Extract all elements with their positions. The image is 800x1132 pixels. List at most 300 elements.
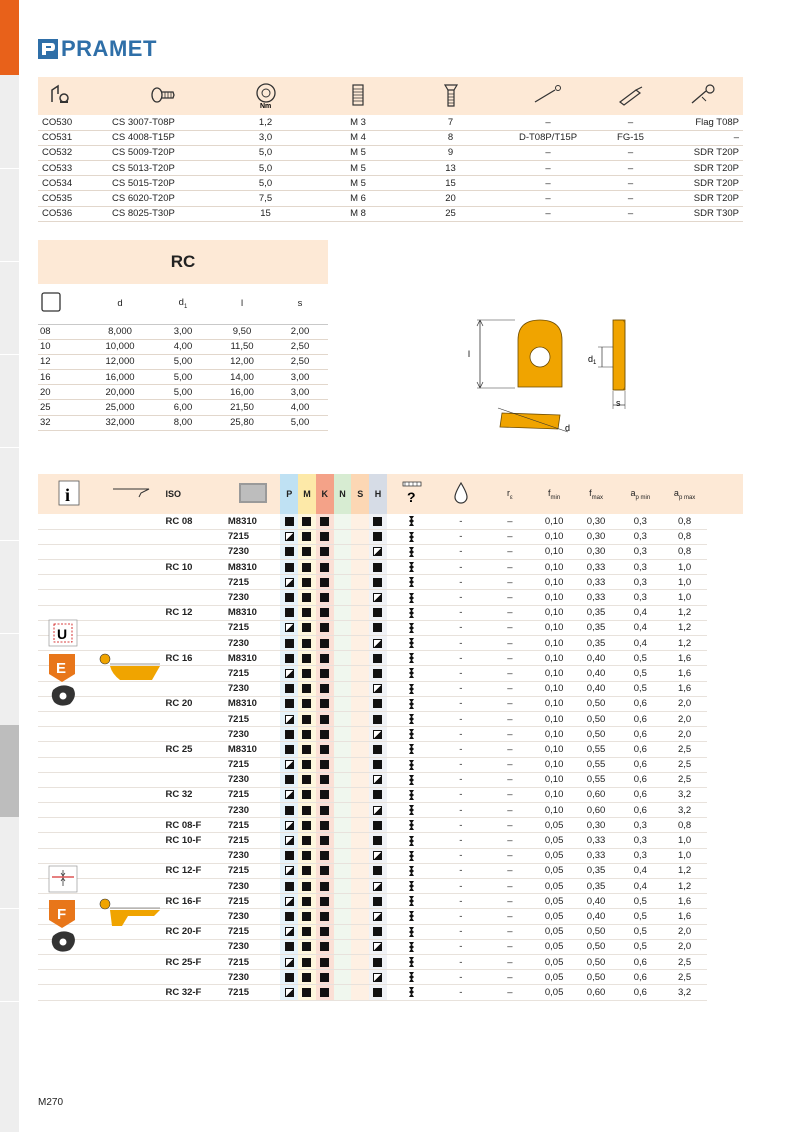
suitability-main-icon	[302, 882, 311, 891]
material-suitability	[369, 909, 387, 924]
screw-length-icon	[403, 77, 498, 115]
feed-min: 0,05	[534, 833, 573, 848]
grade-name: M8310	[226, 651, 280, 666]
rc-table-header	[38, 284, 328, 324]
material-suitability	[334, 544, 352, 559]
suitability-main-icon	[302, 897, 311, 906]
col-d1: $d_1$	[178, 297, 188, 311]
suitability-main-icon	[320, 593, 329, 602]
depth-max: 1,2	[662, 636, 706, 651]
feed-min: 0,10	[534, 605, 573, 620]
suitability-main-icon	[285, 942, 294, 951]
table-row	[38, 772, 743, 787]
material-suitability	[369, 833, 387, 848]
insert-designation	[163, 636, 225, 651]
material-suitability	[316, 575, 334, 590]
material-suitability	[334, 924, 352, 939]
svg-text:i: i	[64, 485, 70, 505]
coolant-value: -	[436, 909, 485, 924]
corner-radius: –	[485, 985, 534, 1000]
material-suitability	[298, 848, 316, 863]
grade-name: 7230	[226, 727, 280, 742]
feed-min: 0,10	[534, 772, 573, 787]
material-suitability	[316, 529, 334, 544]
suitability-main-icon	[373, 897, 382, 906]
material-suitability	[280, 620, 298, 635]
depth-min: 0,4	[618, 879, 662, 894]
chip-breaker-cell	[387, 757, 436, 772]
material-suitability	[369, 514, 387, 529]
material-suitability	[280, 651, 298, 666]
suitability-main-icon	[320, 927, 329, 936]
table-cell: 21,50	[212, 400, 272, 415]
table-cell: –	[498, 176, 598, 191]
chip-breaker-cell	[387, 954, 436, 969]
feed-min: 0,10	[534, 757, 573, 772]
material-suitability	[351, 970, 369, 985]
suitability-main-icon	[320, 851, 329, 860]
svg-text:U: U	[57, 626, 68, 642]
material-suitability	[334, 954, 352, 969]
table-cell: 08	[38, 324, 86, 339]
table-cell: 12	[38, 354, 86, 369]
material-suitability	[351, 787, 369, 802]
corner-radius: –	[485, 514, 534, 529]
insert-designation	[163, 620, 225, 635]
depth-min: 0,6	[618, 742, 662, 757]
suitability-main-icon	[285, 608, 294, 617]
brand-name: PRAMET	[61, 36, 157, 61]
group-icon-cell	[99, 575, 163, 590]
table-cell: SDR T30P	[663, 206, 743, 221]
coolant-value: -	[436, 529, 485, 544]
insert-designation	[163, 575, 225, 590]
table-cell: 8,000	[86, 324, 154, 339]
insert-designation: RC 08-F	[163, 818, 225, 833]
suitability-main-icon	[373, 578, 382, 587]
chip-breaker-icon	[408, 790, 415, 800]
suitability-main-icon	[285, 806, 294, 815]
group-icon-cell	[99, 590, 163, 605]
coolant-value: -	[436, 772, 485, 787]
feed-min: 0,10	[534, 636, 573, 651]
corner-radius: –	[485, 681, 534, 696]
suitability-main-icon	[320, 699, 329, 708]
suitability-main-icon	[285, 593, 294, 602]
label-l: l	[468, 349, 470, 359]
material-suitability	[369, 742, 387, 757]
material-suitability	[351, 894, 369, 909]
depth-max: 0,8	[662, 544, 706, 559]
insert-profile-icon	[99, 474, 163, 514]
feed-max: 0,40	[574, 651, 618, 666]
suitability-main-icon	[373, 760, 382, 769]
chip-breaker-icon	[408, 699, 415, 709]
depth-min: 0,6	[618, 985, 662, 1000]
material-suitability	[316, 590, 334, 605]
table-cell: 5,00	[154, 370, 212, 385]
table-cell: 15	[218, 206, 313, 221]
material-suitability	[280, 954, 298, 969]
material-suitability	[298, 909, 316, 924]
insert-designation: RC 32	[163, 787, 225, 802]
chip-breaker-icon	[408, 896, 415, 906]
table-cell: 32	[38, 415, 86, 430]
table-cell: 20	[38, 385, 86, 400]
pramet-logo	[38, 36, 157, 62]
material-suitability	[369, 696, 387, 711]
insert-designation: RC 32-F	[163, 985, 225, 1000]
corner-radius: –	[485, 954, 534, 969]
table-cell: 25,80	[212, 415, 272, 430]
table-cell: CO531	[38, 130, 108, 145]
material-suitability	[280, 803, 298, 818]
material-suitability	[369, 666, 387, 681]
material-suitability	[369, 985, 387, 1000]
feed-min: 0,05	[534, 954, 573, 969]
material-suitability	[280, 848, 298, 863]
suitability-main-icon	[373, 927, 382, 936]
side-tab-section	[0, 725, 19, 817]
material-suitability	[351, 803, 369, 818]
col-apmax: $a_{p max}$	[662, 474, 706, 514]
grade-name: 7215	[226, 787, 280, 802]
col-K: K	[316, 474, 334, 514]
insert-designation: RC 20-F	[163, 924, 225, 939]
suitability-alt-icon	[373, 973, 382, 982]
feed-min: 0,10	[534, 560, 573, 575]
material-suitability	[298, 970, 316, 985]
table-cell: SDR T20P	[663, 145, 743, 160]
feed-max: 0,30	[574, 818, 618, 833]
material-suitability	[334, 894, 352, 909]
feed-min: 0,05	[534, 924, 573, 939]
insert-designation: RC 25-F	[163, 954, 225, 969]
chip-breaker-icon	[408, 760, 415, 770]
insert-designation: RC 25	[163, 742, 225, 757]
material-suitability	[280, 924, 298, 939]
feed-max: 0,30	[574, 544, 618, 559]
feed-min: 0,05	[534, 909, 573, 924]
corner-radius: –	[485, 894, 534, 909]
chip-breaker-cell	[387, 696, 436, 711]
suitability-main-icon	[320, 715, 329, 724]
corner-radius: –	[485, 848, 534, 863]
material-suitability	[280, 544, 298, 559]
corner-radius: –	[485, 636, 534, 651]
material-suitability	[280, 894, 298, 909]
feed-max: 0,55	[574, 757, 618, 772]
coolant-value: -	[436, 575, 485, 590]
group-icon-cell	[38, 529, 99, 544]
material-suitability	[316, 636, 334, 651]
depth-min: 0,3	[618, 544, 662, 559]
table-cell: CO534	[38, 176, 108, 191]
table-cell: –	[598, 161, 663, 176]
table-row	[38, 787, 743, 802]
chip-breaker-icon	[408, 866, 415, 876]
material-suitability	[316, 879, 334, 894]
material-suitability	[298, 742, 316, 757]
suitability-alt-icon	[285, 623, 294, 632]
material-suitability	[351, 879, 369, 894]
feed-min: 0,05	[534, 985, 573, 1000]
coolant-value: -	[436, 848, 485, 863]
material-suitability	[280, 727, 298, 742]
material-suitability	[351, 757, 369, 772]
table-cell: CO536	[38, 206, 108, 221]
depth-max: 0,8	[662, 529, 706, 544]
feed-max: 0,35	[574, 863, 618, 878]
depth-max: 2,0	[662, 727, 706, 742]
material-suitability	[316, 560, 334, 575]
table-cell: 5,00	[272, 415, 328, 430]
depth-min: 0,6	[618, 787, 662, 802]
depth-min: 0,4	[618, 620, 662, 635]
material-suitability	[351, 939, 369, 954]
material-suitability	[316, 681, 334, 696]
material-suitability	[280, 863, 298, 878]
col-apmin: $a_{p min}$	[618, 474, 662, 514]
grade-name: 7215	[226, 711, 280, 726]
coolant-value: -	[436, 681, 485, 696]
chip-breaker-icon	[408, 516, 415, 526]
material-suitability	[369, 894, 387, 909]
suitability-main-icon	[302, 836, 311, 845]
group-icon-cell	[38, 818, 99, 833]
table-cell: 8	[403, 130, 498, 145]
depth-max: 3,2	[662, 787, 706, 802]
material-suitability	[298, 544, 316, 559]
feed-min: 0,10	[534, 681, 573, 696]
col-iso: ISO	[163, 474, 225, 514]
depth-max: 1,0	[662, 590, 706, 605]
chip-breaker-cell	[387, 909, 436, 924]
group-icon-cell	[99, 529, 163, 544]
svg-text:F: F	[57, 906, 67, 923]
table-cell: 2,00	[272, 324, 328, 339]
depth-max: 2,0	[662, 711, 706, 726]
material-suitability	[334, 879, 352, 894]
table-cell: CO533	[38, 161, 108, 176]
group-icon-cell	[38, 970, 99, 985]
grades-table-header	[38, 474, 743, 514]
wrench-icon	[663, 77, 743, 115]
material-suitability	[334, 833, 352, 848]
grade-name: 7215	[226, 575, 280, 590]
insert-designation: RC 16-F	[163, 894, 225, 909]
table-cell: M 5	[313, 145, 403, 160]
chip-breaker-cell	[387, 818, 436, 833]
material-suitability	[298, 833, 316, 848]
depth-max: 1,2	[662, 863, 706, 878]
suitability-main-icon	[285, 699, 294, 708]
suitability-alt-icon	[285, 578, 294, 587]
table-cell: 8,00	[154, 415, 212, 430]
feed-max: 0,50	[574, 970, 618, 985]
suitability-main-icon	[373, 866, 382, 875]
depth-min: 0,5	[618, 894, 662, 909]
table-cell: –	[498, 191, 598, 206]
material-suitability	[334, 575, 352, 590]
suitability-alt-icon	[285, 897, 294, 906]
grade-name: 7215	[226, 924, 280, 939]
chip-breaker-icon	[408, 927, 415, 937]
corner-radius: –	[485, 696, 534, 711]
suitability-main-icon	[320, 988, 329, 997]
material-suitability	[369, 529, 387, 544]
coolant-value: -	[436, 636, 485, 651]
material-suitability	[351, 985, 369, 1000]
table-cell: 5,0	[218, 176, 313, 191]
insert-designation	[163, 590, 225, 605]
corner-radius: –	[485, 879, 534, 894]
table-row	[38, 727, 743, 742]
material-suitability	[298, 772, 316, 787]
group-icon-cell	[38, 575, 99, 590]
chip-breaker-cell	[387, 879, 436, 894]
table-cell: 16	[38, 370, 86, 385]
material-suitability	[369, 863, 387, 878]
feed-max: 0,40	[574, 681, 618, 696]
group1-icons	[48, 618, 163, 713]
corner-radius: –	[485, 666, 534, 681]
material-suitability	[351, 742, 369, 757]
table-row	[38, 742, 743, 757]
material-suitability	[351, 560, 369, 575]
material-suitability	[280, 772, 298, 787]
table-row	[38, 176, 743, 191]
material-suitability	[351, 529, 369, 544]
suitability-alt-icon	[285, 821, 294, 830]
corner-radius: –	[485, 803, 534, 818]
rc-dimensions-table	[38, 284, 328, 431]
suitability-main-icon	[285, 775, 294, 784]
finishing-F-badge	[49, 900, 75, 928]
chip-breaker-cell	[387, 970, 436, 985]
depth-min: 0,5	[618, 651, 662, 666]
suitability-main-icon	[302, 639, 311, 648]
suitability-main-icon	[320, 745, 329, 754]
suitability-main-icon	[320, 836, 329, 845]
feed-min: 0,10	[534, 544, 573, 559]
material-suitability	[369, 970, 387, 985]
suitability-main-icon	[302, 608, 311, 617]
grade-name: 7215	[226, 620, 280, 635]
insert-designation: RC 10-F	[163, 833, 225, 848]
table-cell: CS 5015-T20P	[108, 176, 218, 191]
material-suitability	[298, 575, 316, 590]
material-suitability	[369, 544, 387, 559]
grade-name: 7230	[226, 970, 280, 985]
col-d: d	[117, 298, 123, 310]
depth-max: 1,6	[662, 894, 706, 909]
col-fmin: $f_{min}$	[534, 474, 573, 514]
table-cell: 1,2	[218, 115, 313, 130]
material-suitability	[334, 696, 352, 711]
material-suitability	[334, 711, 352, 726]
material-suitability	[334, 514, 352, 529]
material-suitability	[334, 590, 352, 605]
material-suitability	[280, 939, 298, 954]
table-row	[38, 757, 743, 772]
suitability-main-icon	[302, 654, 311, 663]
material-suitability	[280, 560, 298, 575]
depth-max: 2,0	[662, 696, 706, 711]
group-icon-cell	[38, 803, 99, 818]
insert-shape-icon	[52, 931, 75, 951]
suitability-main-icon	[373, 958, 382, 967]
table-cell: –	[598, 206, 663, 221]
table-cell: 16,000	[86, 370, 154, 385]
feed-max: 0,55	[574, 772, 618, 787]
material-suitability	[298, 727, 316, 742]
suitability-main-icon	[302, 760, 311, 769]
depth-max: 2,5	[662, 772, 706, 787]
group-icon-cell	[38, 711, 99, 726]
suitability-main-icon	[320, 897, 329, 906]
grade-name: 7230	[226, 681, 280, 696]
rc-title: RC	[38, 240, 328, 284]
depth-min: 0,6	[618, 711, 662, 726]
suitability-main-icon	[373, 699, 382, 708]
chip-breaker-icon	[408, 851, 415, 861]
table-row	[38, 514, 743, 529]
chip-breaker-icon	[408, 638, 415, 648]
feed-min: 0,10	[534, 575, 573, 590]
material-suitability	[334, 757, 352, 772]
chip-breaker-icon	[408, 668, 415, 678]
suitability-main-icon	[302, 715, 311, 724]
chip-breaker-cell	[387, 575, 436, 590]
feed-min: 0,05	[534, 848, 573, 863]
insert-top-view	[468, 320, 562, 388]
table-row	[38, 415, 328, 430]
group-icon-cell	[38, 848, 99, 863]
chip-breaker-cell	[387, 711, 436, 726]
suitability-main-icon	[285, 912, 294, 921]
material-suitability	[316, 924, 334, 939]
grade-name: M8310	[226, 560, 280, 575]
material-suitability	[280, 696, 298, 711]
material-suitability	[280, 666, 298, 681]
material-suitability	[280, 818, 298, 833]
group-icon-cell	[38, 560, 99, 575]
suitability-main-icon	[320, 684, 329, 693]
material-suitability	[369, 954, 387, 969]
group2-icons	[48, 864, 163, 959]
group-icon-cell	[38, 544, 99, 559]
suitability-alt-icon	[285, 958, 294, 967]
insert-designation: RC 12-F	[163, 863, 225, 878]
suitability-main-icon	[302, 517, 311, 526]
material-suitability	[351, 727, 369, 742]
suitability-alt-icon	[373, 775, 382, 784]
suitability-main-icon	[320, 821, 329, 830]
material-suitability	[298, 879, 316, 894]
table-cell: 7,5	[218, 191, 313, 206]
suitability-alt-icon	[285, 715, 294, 724]
material-suitability	[334, 560, 352, 575]
suitability-main-icon	[373, 608, 382, 617]
material-suitability	[316, 939, 334, 954]
material-suitability	[351, 848, 369, 863]
suitability-main-icon	[302, 821, 311, 830]
corner-radius: –	[485, 727, 534, 742]
table-row	[38, 370, 328, 385]
insert-designation	[163, 727, 225, 742]
table-cell: 12,000	[86, 354, 154, 369]
